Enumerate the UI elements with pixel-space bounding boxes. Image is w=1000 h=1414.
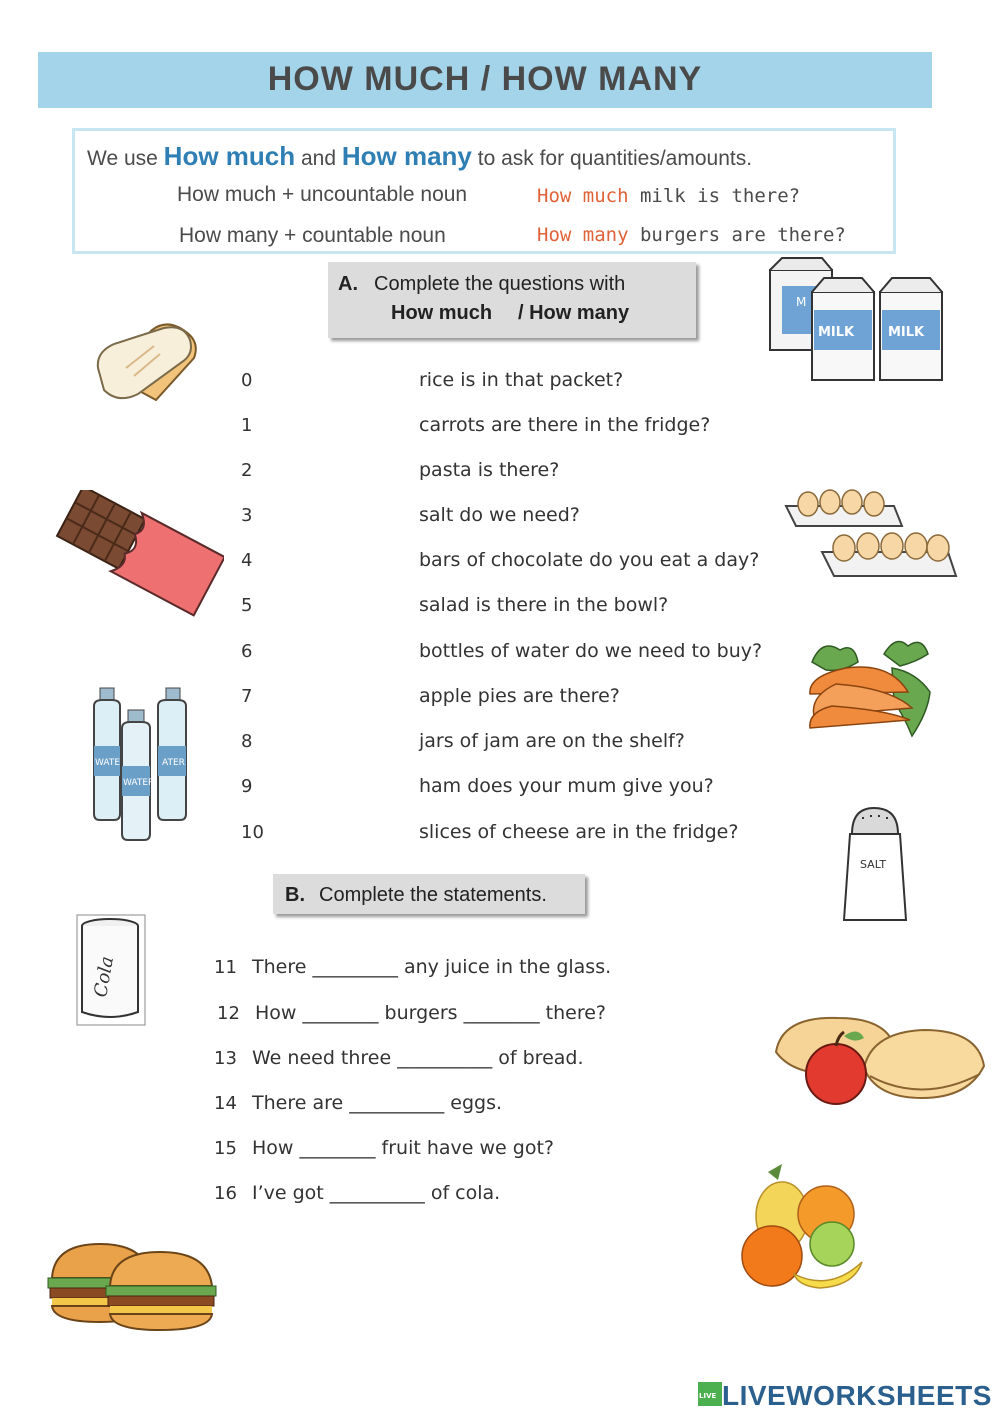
section-a-instruction: Complete the questions with: [374, 273, 626, 295]
section-a-option-how-many: / How many: [518, 302, 630, 324]
question-text: carrots are there in the fridge?: [419, 414, 711, 436]
rule-intro-how-much: How much: [163, 141, 296, 171]
logo-badge-text: LIVE: [699, 1392, 717, 1400]
question-number: 1: [241, 415, 253, 436]
rule-row2-rule: How many + countable noun: [179, 224, 446, 247]
section-b-instruction: Complete the statements.: [319, 884, 547, 906]
question-number: 8: [241, 731, 253, 752]
section-a-header: [328, 262, 696, 338]
question-number: 0: [241, 370, 253, 391]
salt-label: SALT: [860, 858, 887, 871]
liveworksheets-logo: [698, 1376, 993, 1410]
question-number: 6: [241, 641, 253, 662]
section-b-letter: B.: [285, 884, 305, 906]
water-label-3: ATER: [162, 758, 185, 768]
question-text: slices of cheese are in the fridge?: [419, 821, 739, 843]
question-number: 9: [241, 776, 253, 797]
question-text: salt do we need?: [419, 504, 580, 526]
question-number: 10: [241, 822, 264, 843]
statement-text: We need three __________ of bread.: [252, 1047, 584, 1069]
apple-pies-icon: [772, 1012, 988, 1110]
water-label-1: WATE: [95, 758, 121, 768]
rule-row1-example-rest: milk is there?: [639, 185, 801, 207]
milk-label-2: MILK: [888, 325, 925, 340]
question-text: salad is there in the bowl?: [419, 594, 669, 616]
question-text: bottles of water do we need to buy?: [419, 640, 763, 662]
cola-label: Cola: [90, 954, 119, 999]
title-banner: [38, 52, 932, 108]
section-b-header: [273, 874, 585, 914]
salt-shaker-icon: [840, 804, 910, 926]
section-a-letter: A.: [338, 273, 358, 295]
statement-number: 15: [214, 1138, 237, 1159]
fruit-icon: [734, 1160, 880, 1296]
question-number: 4: [241, 550, 253, 571]
rule-intro-prefix: We use: [87, 147, 158, 170]
rule-row2-example: [537, 224, 846, 246]
milk-label-1: MILK: [818, 325, 855, 340]
water-bottles-icon: [86, 686, 198, 842]
rule-box: [72, 128, 896, 254]
bread-icon: [90, 316, 212, 408]
statement-text: There are __________ eggs.: [252, 1092, 503, 1114]
rule-row1-rule: How much + uncountable noun: [177, 183, 468, 206]
burgers-icon: [46, 1238, 222, 1332]
question-number: 2: [241, 460, 253, 481]
eggs-icon: [782, 486, 960, 586]
water-label-2: WATER: [123, 778, 155, 788]
statement-number: 12: [217, 1003, 240, 1024]
rule-row2-example-rest: burgers are there?: [639, 224, 846, 246]
page-title: HOW MUCH / HOW MANY: [267, 60, 703, 98]
rule-intro: [87, 141, 752, 172]
question-text: pasta is there?: [419, 459, 560, 481]
statement-number: 13: [214, 1048, 237, 1069]
rule-intro-and: and: [300, 147, 337, 170]
question-text: jars of jam are on the shelf?: [419, 730, 685, 752]
section-a-option-how-much: How much: [391, 302, 493, 324]
carrots-icon: [796, 632, 936, 752]
question-text: apple pies are there?: [419, 685, 620, 707]
rule-intro-how-many: How many: [341, 141, 472, 171]
rule-intro-suffix: to ask for quantities/amounts.: [477, 147, 753, 170]
rule-row1-example: [537, 185, 800, 207]
rule-row2-example-key: How many: [537, 224, 629, 246]
cola-can-icon: [76, 914, 146, 1026]
milk-cartons-icon: [766, 256, 952, 388]
question-text: ham does your mum give you?: [419, 775, 714, 797]
statement-number: 16: [214, 1183, 237, 1204]
question-text: bars of chocolate do you eat a day?: [419, 549, 760, 571]
rule-row1-example-key: How much: [537, 185, 629, 207]
chocolate-bar-icon: [52, 490, 224, 618]
question-text: rice is in that packet?: [419, 369, 624, 391]
question-number: 7: [241, 686, 253, 707]
statement-text: There _________ any juice in the glass.: [252, 956, 612, 978]
statement-text: How ________ fruit have we got?: [252, 1137, 554, 1159]
statement-number: 14: [214, 1093, 237, 1114]
statement-text: I’ve got __________ of cola.: [252, 1182, 501, 1204]
question-number: 5: [241, 595, 253, 616]
statement-text: How ________ burgers ________ there?: [255, 1002, 606, 1024]
milk-label-3: M: [796, 295, 807, 309]
question-number: 3: [241, 505, 253, 526]
statement-number: 11: [214, 957, 237, 978]
logo-brand-text: LIVEWORKSHEETS: [722, 1380, 992, 1410]
